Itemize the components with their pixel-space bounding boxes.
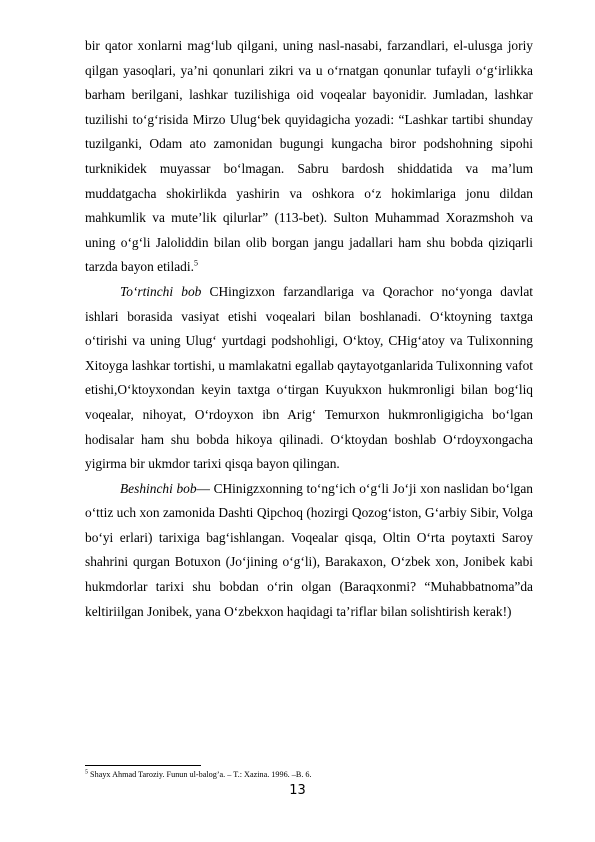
paragraph-2 [85,280,533,477]
paragraph-1-text: bir qator xonlarni mag‘lub qilgani, uning nasl-nasabi, farzandlari, el-ulusga joriy qilgan yasoqlari, ya’ni qonunlari zikri va u o‘rnatgan qonunlar tufayli o‘g‘irlikka barham berilgani, lashkar tuzilishiga oid voqealar bayonidir. Jumladan, lashkar tuzilishi to‘g‘risida Mirzo Ulug‘bek quyidagicha yozadi: “Lashkar tartibi shunday tuzilganki, Odam ato zamonidan bugungi kungacha biror podshohning sipohi turknikidek muyassar bo‘lmagan. Sabru bardosh shiddatida va ma’lum muddatgacha shokirlikda yashirin va oshkora o‘z hokimlariga jonu dildan mahkumlik va mute’lik qilurlar” (113-bet). Sulton Muhammad Xorazmshoh va uning o‘g‘li Jaloliddin bilan olib borgan jangu jadallari ham shu bobda qiziqarli tarzda bayon etiladi. [85,38,533,275]
paragraph-3-text: — CHinigzxonning to‘ng‘ich o‘g‘li Jo‘ji xon naslidan bo‘lgan o‘ttiz uch xon zamonida Dashti Qipchoq (hozirgi Qozog‘iston, G‘arbiy Sibir, Volga bo‘yi erlari) tarixiga bag‘ishlangan. Voqealar qisqa, Oltin O‘rta poytaxti Saroy shahrini qurgan Botuxon (Jo‘jining o‘g‘li), Barakaxon, O‘zbek xon, Jonibek kabi hukmdorlar tarixi shu bobdan o‘rin olgan (Baraqxonmi? “Muhabbatnoma”da keltiriilgan Jonibek, yana O‘zbekxon haqidagi ta’riflar bilan solishtirish kerak!) [85,480,533,619]
paragraph-2-lead: To‘rtinchi bob [120,283,202,299]
page-number: 13 [289,783,306,798]
paragraph-3-lead: Beshinchi bob [120,480,197,496]
footnote-text: Shayx Ahmad Taroziy. Funun ul-balog’a. – T.: Xazina. 1996. –B. 6. [88,770,312,779]
paragraph-3 [85,477,533,625]
footnote [85,769,533,781]
footnote-ref-5[interactable]: 5 [193,258,198,268]
body-text [85,34,533,624]
paragraph-2-text: CHingizxon farzandlariga va Qorachor no‘yonga davlat ishlari borasida vasiyat etishi voqealari bilan boshlanadi. O‘ktoyning taxtga o‘tirishi va uning Ulug‘ yurtdagi podshohligi, O‘ktoy, CHig‘atoy va Tulixonning Xitoyga lashkar tortishi, u mamlakatni egallab qaytayotganlarida Tulixonning vafot etishi,O‘ktoyxondan keyin taxtga o‘tirgan Kuyukxon hukmronligi bilan bog‘liq voqealar, nihoyat, O‘rdoyxon ibn Arig‘ Temurxon hukmronligigicha bo‘lgan hodisalar ham shu bobda hikoya qilinadi. O‘ktoydan boshlab O‘rdoyxongacha yigirma bir ukmdor tarixi qisqa bayon qilingan. [85,283,533,472]
footnote-number: 5 [85,769,88,776]
paragraph-1 [85,34,533,280]
footnote-divider [85,765,201,766]
